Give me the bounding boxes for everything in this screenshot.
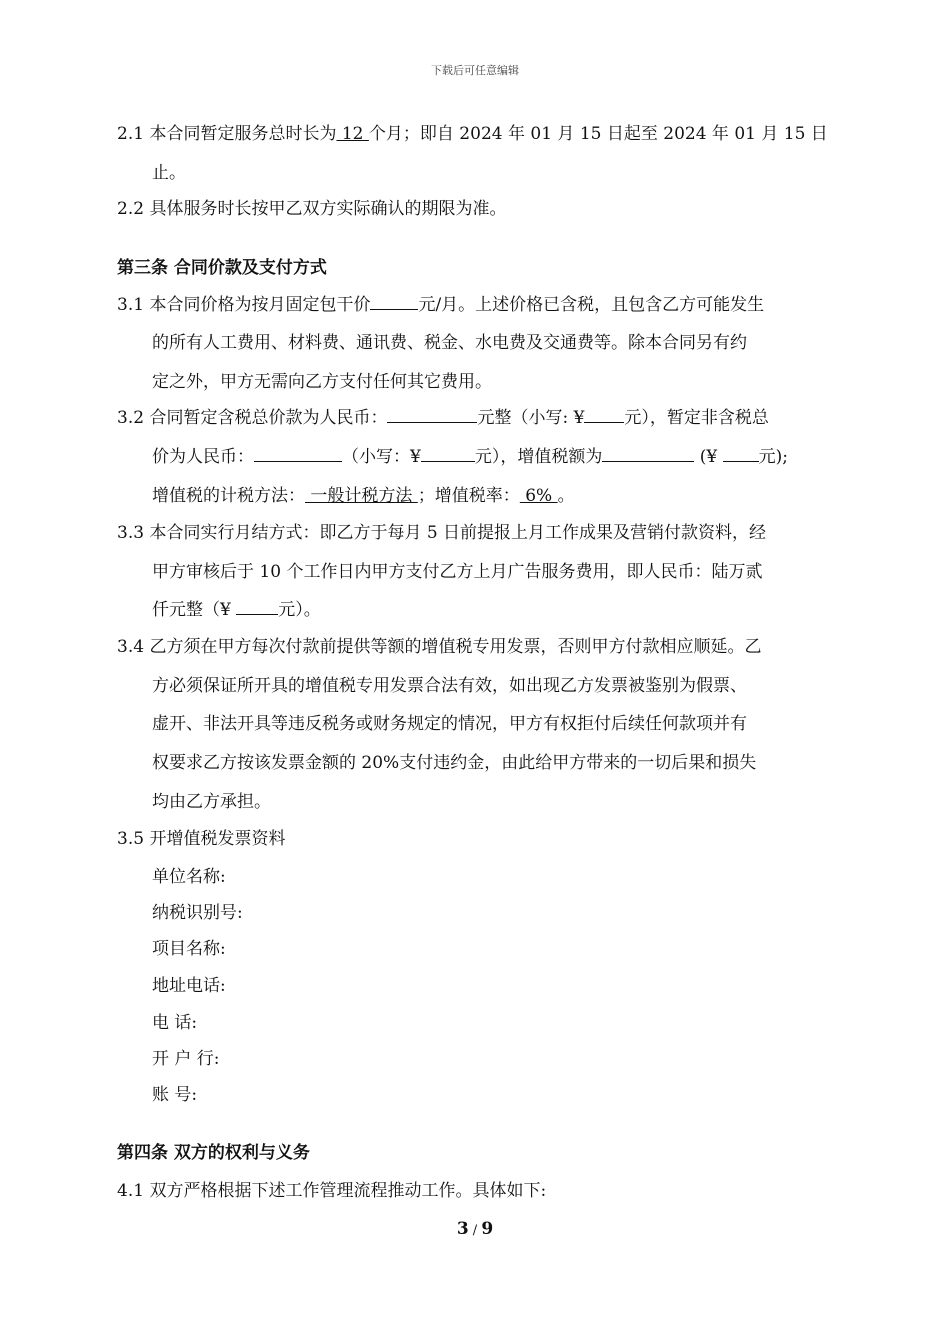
blank-field (723, 445, 759, 462)
page-header: 下载后可任意编辑 (431, 64, 519, 77)
clause-2-2: 2.2 具体服务时长按甲乙双方实际确认的期限为准。 (117, 199, 507, 219)
clause-text: 仟元整（¥ (152, 600, 237, 620)
blank-field (236, 598, 278, 615)
page-number (0, 1219, 950, 1239)
current-page: 3 (456, 1219, 469, 1239)
clause-text: 增值税的计税方法： (152, 486, 305, 506)
clause-text: 2.1 本合同暂定服务总时长为 (117, 124, 337, 144)
clause-3-4-line3: 虚开、非法开具等违反税务或财务规定的情况，甲方有权拒付后续任何款项并有 (152, 714, 747, 734)
clause-text: 元); (758, 447, 788, 467)
clause-text: （小写：¥ (342, 447, 421, 467)
clause-3-1-line1 (117, 293, 764, 317)
clause-3-4-line5: 均由乙方承担。 (152, 792, 271, 812)
clause-2-1-line1 (117, 122, 828, 146)
blank-field (602, 445, 694, 462)
clause-text: 元）。 (278, 600, 321, 620)
clause-3-1-line2: 的所有人工费用、材料费、通讯费、税金、水电费及交通费等。除本合同另有约 (152, 333, 747, 353)
clause-4-1: 4.1 双方严格根据下述工作管理流程推动工作。具体如下: (117, 1181, 547, 1201)
field-company-name: 单位名称: (152, 867, 226, 887)
tax-rate-value: 6% (519, 486, 558, 506)
page-separator: / (468, 1223, 482, 1238)
clause-text: 元/月。上述价格已含税，且包含乙方可能发生 (418, 295, 765, 315)
clause-3-4-line4: 权要求乙方按该发票金额的 20%支付违约金，由此给甲方带来的一切后果和损失 (152, 753, 757, 773)
field-bank: 开 户 行: (152, 1049, 220, 1069)
field-phone: 电 话: (152, 1013, 198, 1033)
clause-text: 价为人民币： (152, 447, 254, 467)
months-value: 12 (336, 124, 369, 144)
clause-text: 。 (557, 486, 575, 506)
clause-text: 个月；即自 2024 年 01 月 15 日起至 2024 年 01 月 15 日 (368, 124, 828, 144)
clause-3-3-line3 (152, 598, 321, 622)
clause-text: 元整（小写: ¥ (477, 408, 585, 428)
clause-3-1-line3: 定之外，甲方无需向乙方支付任何其它费用。 (152, 372, 492, 392)
clause-text: ；增值税率： (417, 486, 520, 506)
blank-field (370, 293, 418, 310)
blank-field (387, 406, 477, 423)
clause-text: (¥ (699, 447, 723, 467)
field-project-name: 项目名称: (152, 939, 226, 959)
field-tax-id: 纳税识别号: (152, 903, 243, 923)
total-pages: 9 (481, 1219, 494, 1239)
clause-3-3-line1: 3.3 本合同实行月结方式：即乙方于每月 5 日前提报上月工作成果及营销付款资料，经 (117, 523, 767, 543)
clause-3-3-line2: 甲方审核后于 10 个工作日内甲方支付乙方上月广告服务费用，即人民币：陆万贰 (152, 562, 763, 582)
clause-3-4-line1: 3.4 乙方须在甲方每次付款前提供等额的增值税专用发票，否则甲方付款相应顺延。乙 (117, 637, 762, 657)
clause-text: 元），暂定非含税总 (624, 408, 769, 428)
clause-text: 3.2 合同暂定含税总价款为人民币： (117, 408, 388, 428)
clause-2-1-line2: 止。 (152, 163, 186, 183)
clause-3-5: 3.5 开增值税发票资料 (117, 829, 286, 849)
tax-method-value: 一般计税方法 (305, 486, 418, 506)
clause-3-2-line2 (152, 445, 788, 469)
clause-3-4-line2: 方必须保证所开具的增值税专用发票合法有效，如出现乙方发票被鉴别为假票、 (152, 676, 747, 696)
clause-text: 元），增值税额为 (474, 447, 603, 467)
field-address-phone: 地址电话: (152, 976, 226, 996)
clause-3-2-line3 (152, 484, 575, 508)
blank-field (421, 445, 475, 462)
clause-text: 3.1 本合同价格为按月固定包干价 (117, 295, 371, 315)
field-account: 账 号: (152, 1085, 198, 1105)
blank-field (584, 406, 624, 423)
clause-3-2-line1 (117, 406, 769, 430)
section-3-title: 第三条 合同价款及支付方式 (117, 258, 327, 278)
blank-field (254, 445, 342, 462)
section-4-title: 第四条 双方的权利与义务 (117, 1143, 310, 1163)
